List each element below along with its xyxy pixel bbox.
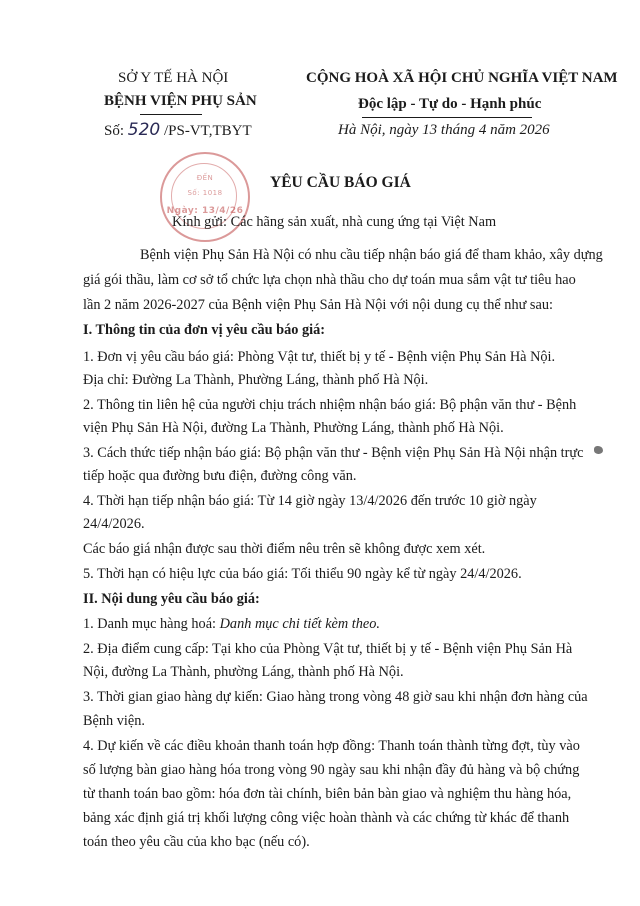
section-2-heading: II. Nội dung yêu cầu báo giá: [83,591,260,607]
recipient-label: Kính gửi: [172,214,228,230]
section-1-line: 5. Thời hạn có hiệu lực của báo giá: Tối thiểu 90 ngày kể từ ngày 24/4/2026. [83,566,522,582]
item-1-prefix: 1. Danh mục hàng hoá: [83,616,217,632]
document-title: YÊU CẦU BÁO GIÁ [270,174,411,191]
section-1-line: Các báo giá nhận được sau thời điểm nêu trên sẽ không được xem xét. [83,541,486,557]
number-prefix: Số: [104,123,125,139]
recipient-line [172,214,496,231]
section-2-line: toán theo yêu cầu của kho bạc (nếu có). [83,834,310,850]
section-1-line: 2. Thông tin liên hệ của người chịu trách nhiệm nhận báo giá: Bộ phận văn thư - Bệnh [83,397,577,413]
section-1-line: tiếp hoặc qua đường bưu điện, đường công văn. [83,468,357,484]
section-1-line: 24/4/2026. [83,516,145,532]
section-2-line: Bệnh viện. [83,713,145,729]
section-1-heading: I. Thông tin của đơn vị yêu cầu báo giá: [83,322,326,338]
ministry-name: SỞ Y TẾ HÀ NỘI [118,70,229,86]
section-2-line: Nội, đường La Thành, phường Láng, thành phố Hà Nội. [83,664,404,680]
document-date: Hà Nội, ngày 13 tháng 4 năm 2026 [338,122,550,138]
hospital-name: BỆNH VIỆN PHỤ SẢN [104,93,257,109]
national-motto: Độc lập - Tự do - Hạnh phúc [358,96,542,112]
hospital-underline [140,114,202,115]
section-2-item-1 [83,616,380,633]
section-2-line: 3. Thời gian giao hàng dự kiến: Giao hàng trong vòng 48 giờ sau khi nhận đơn hàng của [83,689,588,705]
section-1-line: Địa chỉ: Đường La Thành, Phường Láng, thành phố Hà Nội. [83,372,429,388]
number-handwritten: 520 [127,120,161,140]
item-1-italic: Danh mục chi tiết kèm theo. [219,616,380,632]
section-2-line: số lượng bàn giao hàng hóa trong vòng 90 ngày sau khi nhận đầy đủ hàng và bộ chứng [83,762,580,778]
recipient-value: Các hãng sản xuất, nhà cung ứng tại Việt Nam [230,214,497,230]
section-2-line: từ thanh toán bao gồm: hóa đơn tài chính, biên bản bàn giao và nghiệm thu hàng hóa, [83,786,572,802]
country-name: CỘNG HOÀ XÃ HỘI CHỦ NGHĨA VIỆT NAM [306,70,618,86]
section-1-line: 4. Thời hạn tiếp nhận báo giá: Từ 14 giờ ngày 13/4/2026 đến trước 10 giờ ngày [83,493,537,509]
section-2-line: bảng xác định giá trị khối lượng công việc hoàn thành và các chứng từ khác để thanh [83,810,570,826]
intro-line: lần 2 năm 2026-2027 của Bệnh viện Phụ Sản Hà Nội với nội dung cụ thể như sau: [83,297,553,313]
document-number [104,120,252,140]
section-1-line: 1. Đơn vị yêu cầu báo giá: Phòng Vật tư, thiết bị y tế - Bệnh viện Phụ Sản Hà Nội. [83,349,556,365]
section-1-line: 3. Cách thức tiếp nhận báo giá: Bộ phận văn thư - Bệnh viện Phụ Sản Hà Nội nhận trực [83,445,584,461]
section-2-line: 2. Địa điểm cung cấp: Tại kho của Phòng Vật tư, thiết bị y tế - Bệnh viện Phụ Sản Hà [83,641,573,657]
motto-underline [362,117,532,118]
scan-smudge [594,446,603,454]
received-stamp: ĐẾN Số: 1018 Ngày: 13/4/26 [160,152,250,242]
number-suffix: /PS-VT,TBYT [163,123,252,139]
section-1-line: viện Phụ Sản Hà Nội, đường La Thành, Phường Láng, thành phố Hà Nội. [83,420,504,436]
intro-line: Bệnh viện Phụ Sản Hà Nội có nhu cầu tiếp nhận báo giá để tham khảo, xây dựng [140,247,603,263]
section-2-line: 4. Dự kiến về các điều khoản thanh toán hợp đồng: Thanh toán thành từng đợt, tùy vào [83,738,580,754]
intro-line: giá gói thầu, làm cơ sở tổ chức lựa chọn nhà thầu cho dự toán mua sắm vật tư tiêu hao [83,272,576,288]
